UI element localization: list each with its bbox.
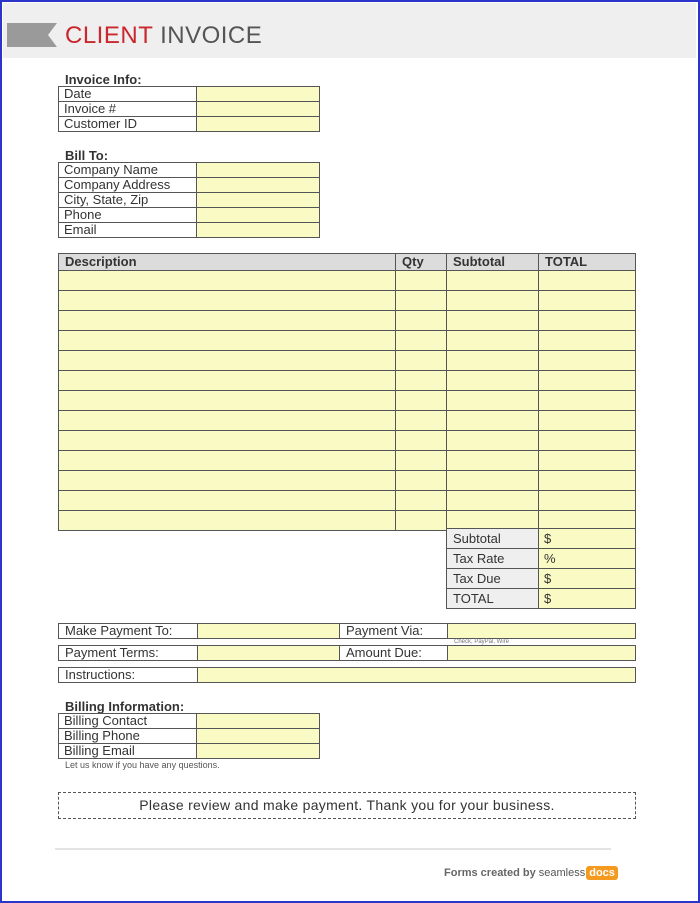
customer-id-field[interactable] — [197, 117, 319, 131]
total-field[interactable]: $ — [539, 589, 635, 608]
field-label: Invoice # — [59, 102, 197, 116]
item-qty-cell[interactable] — [396, 451, 447, 470]
table-row — [59, 223, 319, 238]
item-subtotal-cell[interactable] — [447, 351, 539, 370]
column-header-total: TOTAL — [545, 254, 588, 269]
item-total-cell[interactable] — [539, 491, 635, 510]
item-description-cell[interactable] — [59, 351, 396, 370]
bill-to-table — [58, 162, 320, 238]
title-invoice: INVOICE — [152, 22, 263, 49]
payment-row-1 — [58, 623, 636, 645]
line-items-body — [59, 271, 635, 531]
field-label: Billing Phone — [59, 729, 197, 743]
make-payment-to-label: Make Payment To: — [59, 624, 198, 638]
total-label: TOTAL — [447, 589, 539, 608]
item-qty-cell[interactable] — [396, 491, 447, 510]
item-subtotal-cell[interactable] — [447, 391, 539, 410]
table-row — [59, 291, 635, 311]
item-subtotal-cell[interactable] — [447, 491, 539, 510]
table-row — [59, 102, 319, 117]
invoice-number-field[interactable] — [197, 102, 319, 116]
item-total-cell[interactable] — [539, 351, 635, 370]
item-total-cell[interactable] — [539, 291, 635, 310]
table-row — [447, 569, 635, 589]
field-label: Billing Contact — [59, 714, 197, 728]
field-label: Phone — [59, 208, 197, 222]
item-description-cell[interactable] — [59, 451, 396, 470]
brand-badge: docs — [586, 866, 618, 880]
billing-information-table — [58, 713, 320, 759]
title-client: CLIENT — [65, 22, 153, 49]
closing-message: Please review and make payment. Thank you for your business. — [58, 792, 636, 819]
field-label: Customer ID — [59, 117, 197, 131]
tax-rate-field[interactable]: % — [539, 549, 635, 568]
item-description-cell[interactable] — [59, 411, 396, 430]
payment-row-3 — [58, 667, 636, 683]
field-label: City, State, Zip — [59, 193, 197, 207]
table-row — [447, 549, 635, 569]
billing-contact-field[interactable] — [197, 714, 319, 728]
item-subtotal-cell[interactable] — [447, 331, 539, 350]
payment-via-field[interactable] — [448, 624, 635, 645]
billing-email-field[interactable] — [197, 744, 319, 758]
item-qty-cell[interactable] — [396, 271, 447, 290]
item-description-cell[interactable] — [59, 331, 396, 350]
item-description-cell[interactable] — [59, 471, 396, 490]
table-row — [59, 271, 635, 291]
item-qty-cell[interactable] — [396, 371, 447, 390]
ribbon-icon — [7, 23, 57, 47]
table-row — [59, 117, 319, 132]
header-bar — [3, 3, 696, 58]
table-row — [447, 589, 635, 609]
billing-information-heading: Billing Information: — [65, 699, 185, 714]
item-subtotal-cell[interactable] — [447, 291, 539, 310]
item-description-cell[interactable] — [59, 431, 396, 450]
subtotal-field[interactable]: $ — [539, 529, 635, 548]
table-row — [59, 471, 635, 491]
table-row — [59, 451, 635, 471]
item-description-cell[interactable] — [59, 311, 396, 330]
table-row — [59, 744, 319, 759]
table-row — [59, 411, 635, 431]
item-total-cell[interactable] — [539, 371, 635, 390]
item-qty-cell[interactable] — [396, 311, 447, 330]
item-description-cell[interactable] — [59, 491, 396, 510]
item-subtotal-cell[interactable] — [447, 311, 539, 330]
table-row — [59, 87, 319, 102]
item-subtotal-cell[interactable] — [447, 471, 539, 490]
item-description-cell[interactable] — [59, 291, 396, 310]
item-total-cell[interactable] — [539, 331, 635, 350]
invoice-info-heading: Invoice Info: — [65, 72, 142, 87]
footer-divider — [55, 848, 611, 850]
make-payment-to-field[interactable] — [198, 624, 340, 638]
instructions-field[interactable] — [198, 668, 635, 682]
company-address-field[interactable] — [197, 178, 319, 192]
item-description-cell[interactable] — [59, 391, 396, 410]
table-row — [59, 729, 319, 744]
item-description-cell[interactable] — [59, 371, 396, 390]
item-subtotal-cell[interactable] — [447, 371, 539, 390]
table-row — [59, 491, 635, 511]
table-row — [59, 431, 635, 451]
footer-credit — [444, 866, 618, 880]
questions-note: Let us know if you have any questions. — [65, 760, 220, 770]
table-row — [59, 371, 635, 391]
payment-via-hint: Check, PayPal, Wire — [454, 639, 510, 645]
table-row — [59, 178, 319, 193]
item-qty-cell[interactable] — [396, 511, 447, 530]
city-state-zip-field[interactable] — [197, 193, 319, 207]
company-name-field[interactable] — [197, 163, 319, 177]
credit-prefix: Forms created by — [444, 867, 536, 879]
payment-via-label: Payment Via: — [340, 624, 448, 638]
table-row — [59, 208, 319, 223]
subtotal-label: Subtotal — [447, 529, 539, 548]
item-qty-cell[interactable] — [396, 331, 447, 350]
item-qty-cell[interactable] — [396, 291, 447, 310]
table-row — [59, 163, 319, 178]
totals-table — [446, 528, 636, 609]
tax-due-field[interactable]: $ — [539, 569, 635, 588]
field-label: Billing Email — [59, 744, 197, 758]
field-label: Company Name — [59, 163, 197, 177]
column-header-subtotal: Subtotal — [447, 254, 539, 270]
item-subtotal-cell[interactable] — [447, 271, 539, 290]
item-subtotal-cell[interactable] — [447, 411, 539, 430]
item-subtotal-cell[interactable] — [447, 431, 539, 450]
table-row — [59, 391, 635, 411]
billing-phone-field[interactable] — [197, 729, 319, 743]
item-total-cell[interactable] — [539, 431, 635, 450]
amount-due-field[interactable] — [448, 646, 635, 660]
invoice-info-table — [58, 86, 320, 132]
table-header-row — [59, 254, 635, 271]
table-row — [59, 193, 319, 208]
payment-terms-field[interactable] — [198, 646, 340, 660]
item-total-cell[interactable] — [539, 271, 635, 290]
page-title — [65, 22, 262, 50]
item-subtotal-cell[interactable] — [447, 451, 539, 470]
item-qty-cell[interactable] — [396, 471, 447, 490]
column-header-description: Description — [59, 254, 396, 270]
item-total-cell[interactable] — [539, 451, 635, 470]
instructions-label: Instructions: — [59, 668, 198, 682]
item-total-cell[interactable] — [539, 411, 635, 430]
item-total-cell[interactable] — [539, 471, 635, 490]
amount-due-label: Amount Due: — [340, 646, 448, 660]
brand-name: seamless — [538, 867, 586, 879]
payment-row-2 — [58, 645, 636, 661]
table-row — [447, 529, 635, 549]
item-total-cell[interactable] — [539, 391, 635, 410]
table-row — [59, 351, 635, 371]
item-qty-cell[interactable] — [396, 431, 447, 450]
column-header-qty: Qty — [396, 254, 447, 270]
item-qty-cell[interactable] — [396, 351, 447, 370]
field-label: Email — [59, 223, 197, 237]
table-row — [59, 331, 635, 351]
line-items-table — [58, 253, 636, 531]
tax-rate-label: Tax Rate — [447, 549, 539, 568]
item-total-cell[interactable] — [539, 311, 635, 330]
item-description-cell[interactable] — [59, 271, 396, 290]
item-description-cell[interactable] — [59, 511, 396, 530]
item-qty-cell[interactable] — [396, 411, 447, 430]
item-qty-cell[interactable] — [396, 391, 447, 410]
phone-field[interactable] — [197, 208, 319, 222]
date-field[interactable] — [197, 87, 319, 101]
tax-due-label: Tax Due — [447, 569, 539, 588]
field-label: Company Address — [59, 178, 197, 192]
table-row — [59, 311, 635, 331]
table-row — [59, 714, 319, 729]
field-label: Date — [59, 87, 197, 101]
email-field[interactable] — [197, 223, 319, 237]
payment-terms-label: Payment Terms: — [59, 646, 198, 660]
bill-to-heading: Bill To: — [65, 148, 109, 163]
